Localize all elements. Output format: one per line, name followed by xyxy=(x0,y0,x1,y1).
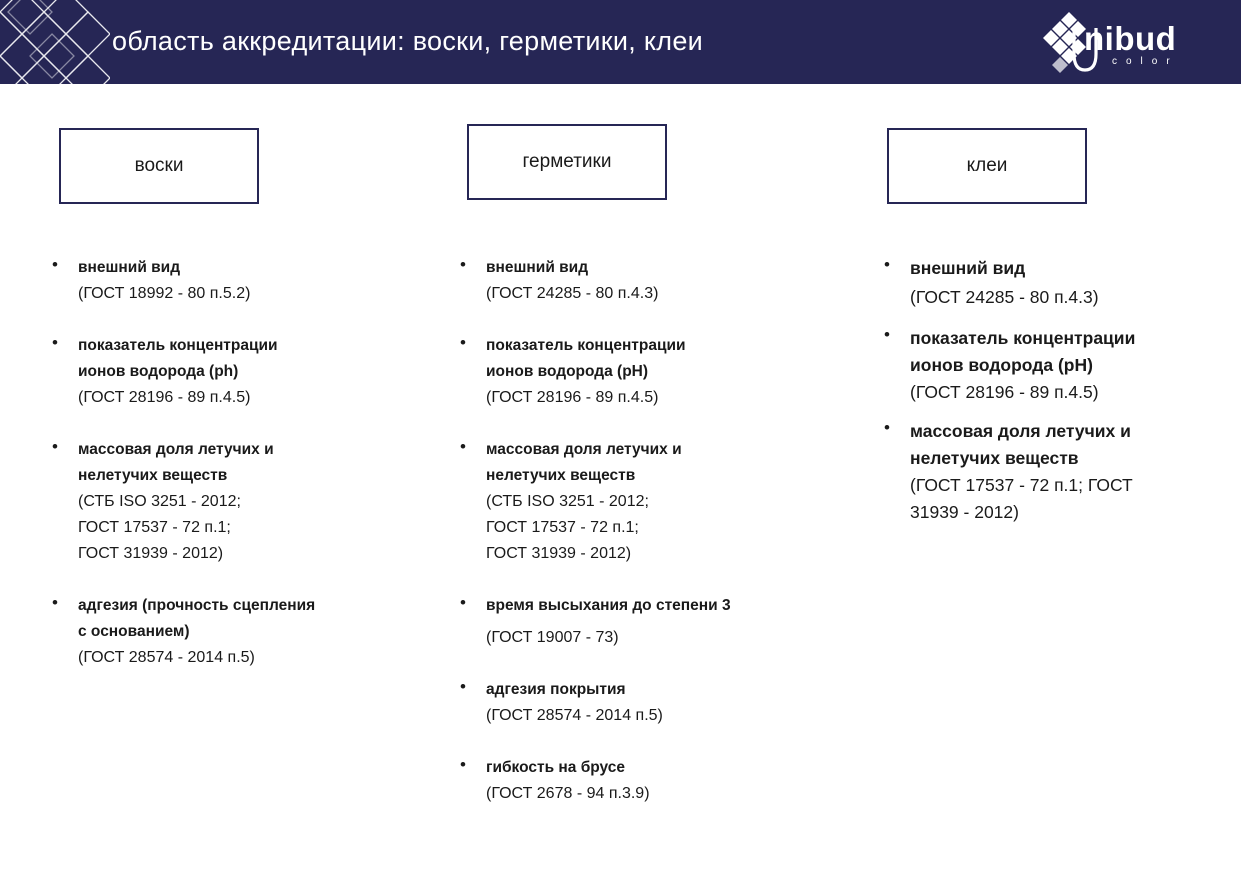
item-name: внешний вид xyxy=(486,259,589,276)
list-item xyxy=(884,418,1184,526)
list-item xyxy=(52,593,372,671)
bullet: • xyxy=(460,677,466,696)
bullet: • xyxy=(884,255,890,274)
category-label: герметики xyxy=(522,151,612,172)
item-standard: (ГОСТ 28574 - 2014 п.5) xyxy=(78,649,255,666)
header-bar xyxy=(0,0,1241,84)
list-item xyxy=(52,255,372,307)
list-item xyxy=(884,325,1184,406)
category-label: клеи xyxy=(966,155,1008,176)
list-item xyxy=(884,255,1184,311)
bullet: • xyxy=(460,437,466,456)
bullet: • xyxy=(460,755,466,774)
item-name: внешний вид xyxy=(78,259,181,276)
list-item xyxy=(460,755,790,807)
page-title: область аккредитации: воски, герметики, клеи xyxy=(112,26,704,56)
diamond-pattern-icon xyxy=(0,0,110,84)
list-item xyxy=(460,593,790,651)
item-standard: (ГОСТ 28196 - 89 п.4.5) xyxy=(910,382,1099,402)
item-standard: (ГОСТ 19007 - 73) xyxy=(486,629,619,646)
item-standard: (ГОСТ 24285 - 80 п.4.3) xyxy=(910,287,1099,307)
item-name: массовая доля летучих и нелетучих веществ xyxy=(486,441,682,484)
list-item xyxy=(460,437,790,567)
list-item xyxy=(460,255,790,307)
column-adhesives xyxy=(884,255,1184,526)
item-name: время высыхания до степени 3 xyxy=(486,597,731,614)
category-label: воски xyxy=(134,155,184,176)
item-name: показатель концентрации ионов водорода (pH) xyxy=(486,337,686,380)
bullet: • xyxy=(884,418,890,437)
item-standard: (ГОСТ 28196 - 89 п.4.5) xyxy=(486,389,659,406)
category-box-sealants xyxy=(467,124,667,200)
list-item xyxy=(52,333,372,411)
item-standard: (СТБ ISO 3251 - 2012; ГОСТ 17537 - 72 п.1; ГОСТ 31939 - 2012) xyxy=(486,493,649,562)
bullet: • xyxy=(460,255,466,274)
item-standard: (ГОСТ 28574 - 2014 п.5) xyxy=(486,707,663,724)
list-item xyxy=(460,677,790,729)
bullet: • xyxy=(884,325,890,344)
bullet: • xyxy=(52,333,58,352)
bullet: • xyxy=(52,593,58,612)
bullet: • xyxy=(52,437,58,456)
item-name: массовая доля летучих и нелетучих веществ xyxy=(78,441,274,484)
column-waxes xyxy=(52,255,372,671)
item-name: гибкость на брусе xyxy=(486,759,626,776)
bullet: • xyxy=(460,333,466,352)
category-box-adhesives xyxy=(887,128,1087,204)
category-box-waxes xyxy=(59,128,259,204)
item-name: внешний вид xyxy=(910,258,1026,278)
item-name: адгезия (прочность сцепления с основанием) xyxy=(78,597,316,640)
item-name: показатель концентрации ионов водорода (pH) xyxy=(910,328,1136,375)
item-standard: (СТБ ISO 3251 - 2012; ГОСТ 17537 - 72 п.1; ГОСТ 31939 - 2012) xyxy=(78,493,241,562)
item-standard: (ГОСТ 28196 - 89 п.4.5) xyxy=(78,389,251,406)
logo-subtext: color xyxy=(1112,56,1179,67)
item-standard: (ГОСТ 2678 - 94 п.3.9) xyxy=(486,785,650,802)
logo-wordmark: nibud xyxy=(1084,20,1177,57)
item-standard: (ГОСТ 18992 - 80 п.5.2) xyxy=(78,285,251,302)
bullet: • xyxy=(460,593,466,612)
bullet: • xyxy=(52,255,58,274)
item-standard: (ГОСТ 24285 - 80 п.4.3) xyxy=(486,285,659,302)
item-name: массовая доля летучих и нелетучих веществ xyxy=(910,421,1131,468)
column-sealants xyxy=(460,255,790,807)
item-name: показатель концентрации ионов водорода (ph) xyxy=(78,337,278,380)
list-item xyxy=(52,437,372,567)
item-name: адгезия покрытия xyxy=(486,681,626,698)
item-standard: (ГОСТ 17537 - 72 п.1; ГОСТ 31939 - 2012) xyxy=(910,475,1133,522)
list-item xyxy=(460,333,790,411)
